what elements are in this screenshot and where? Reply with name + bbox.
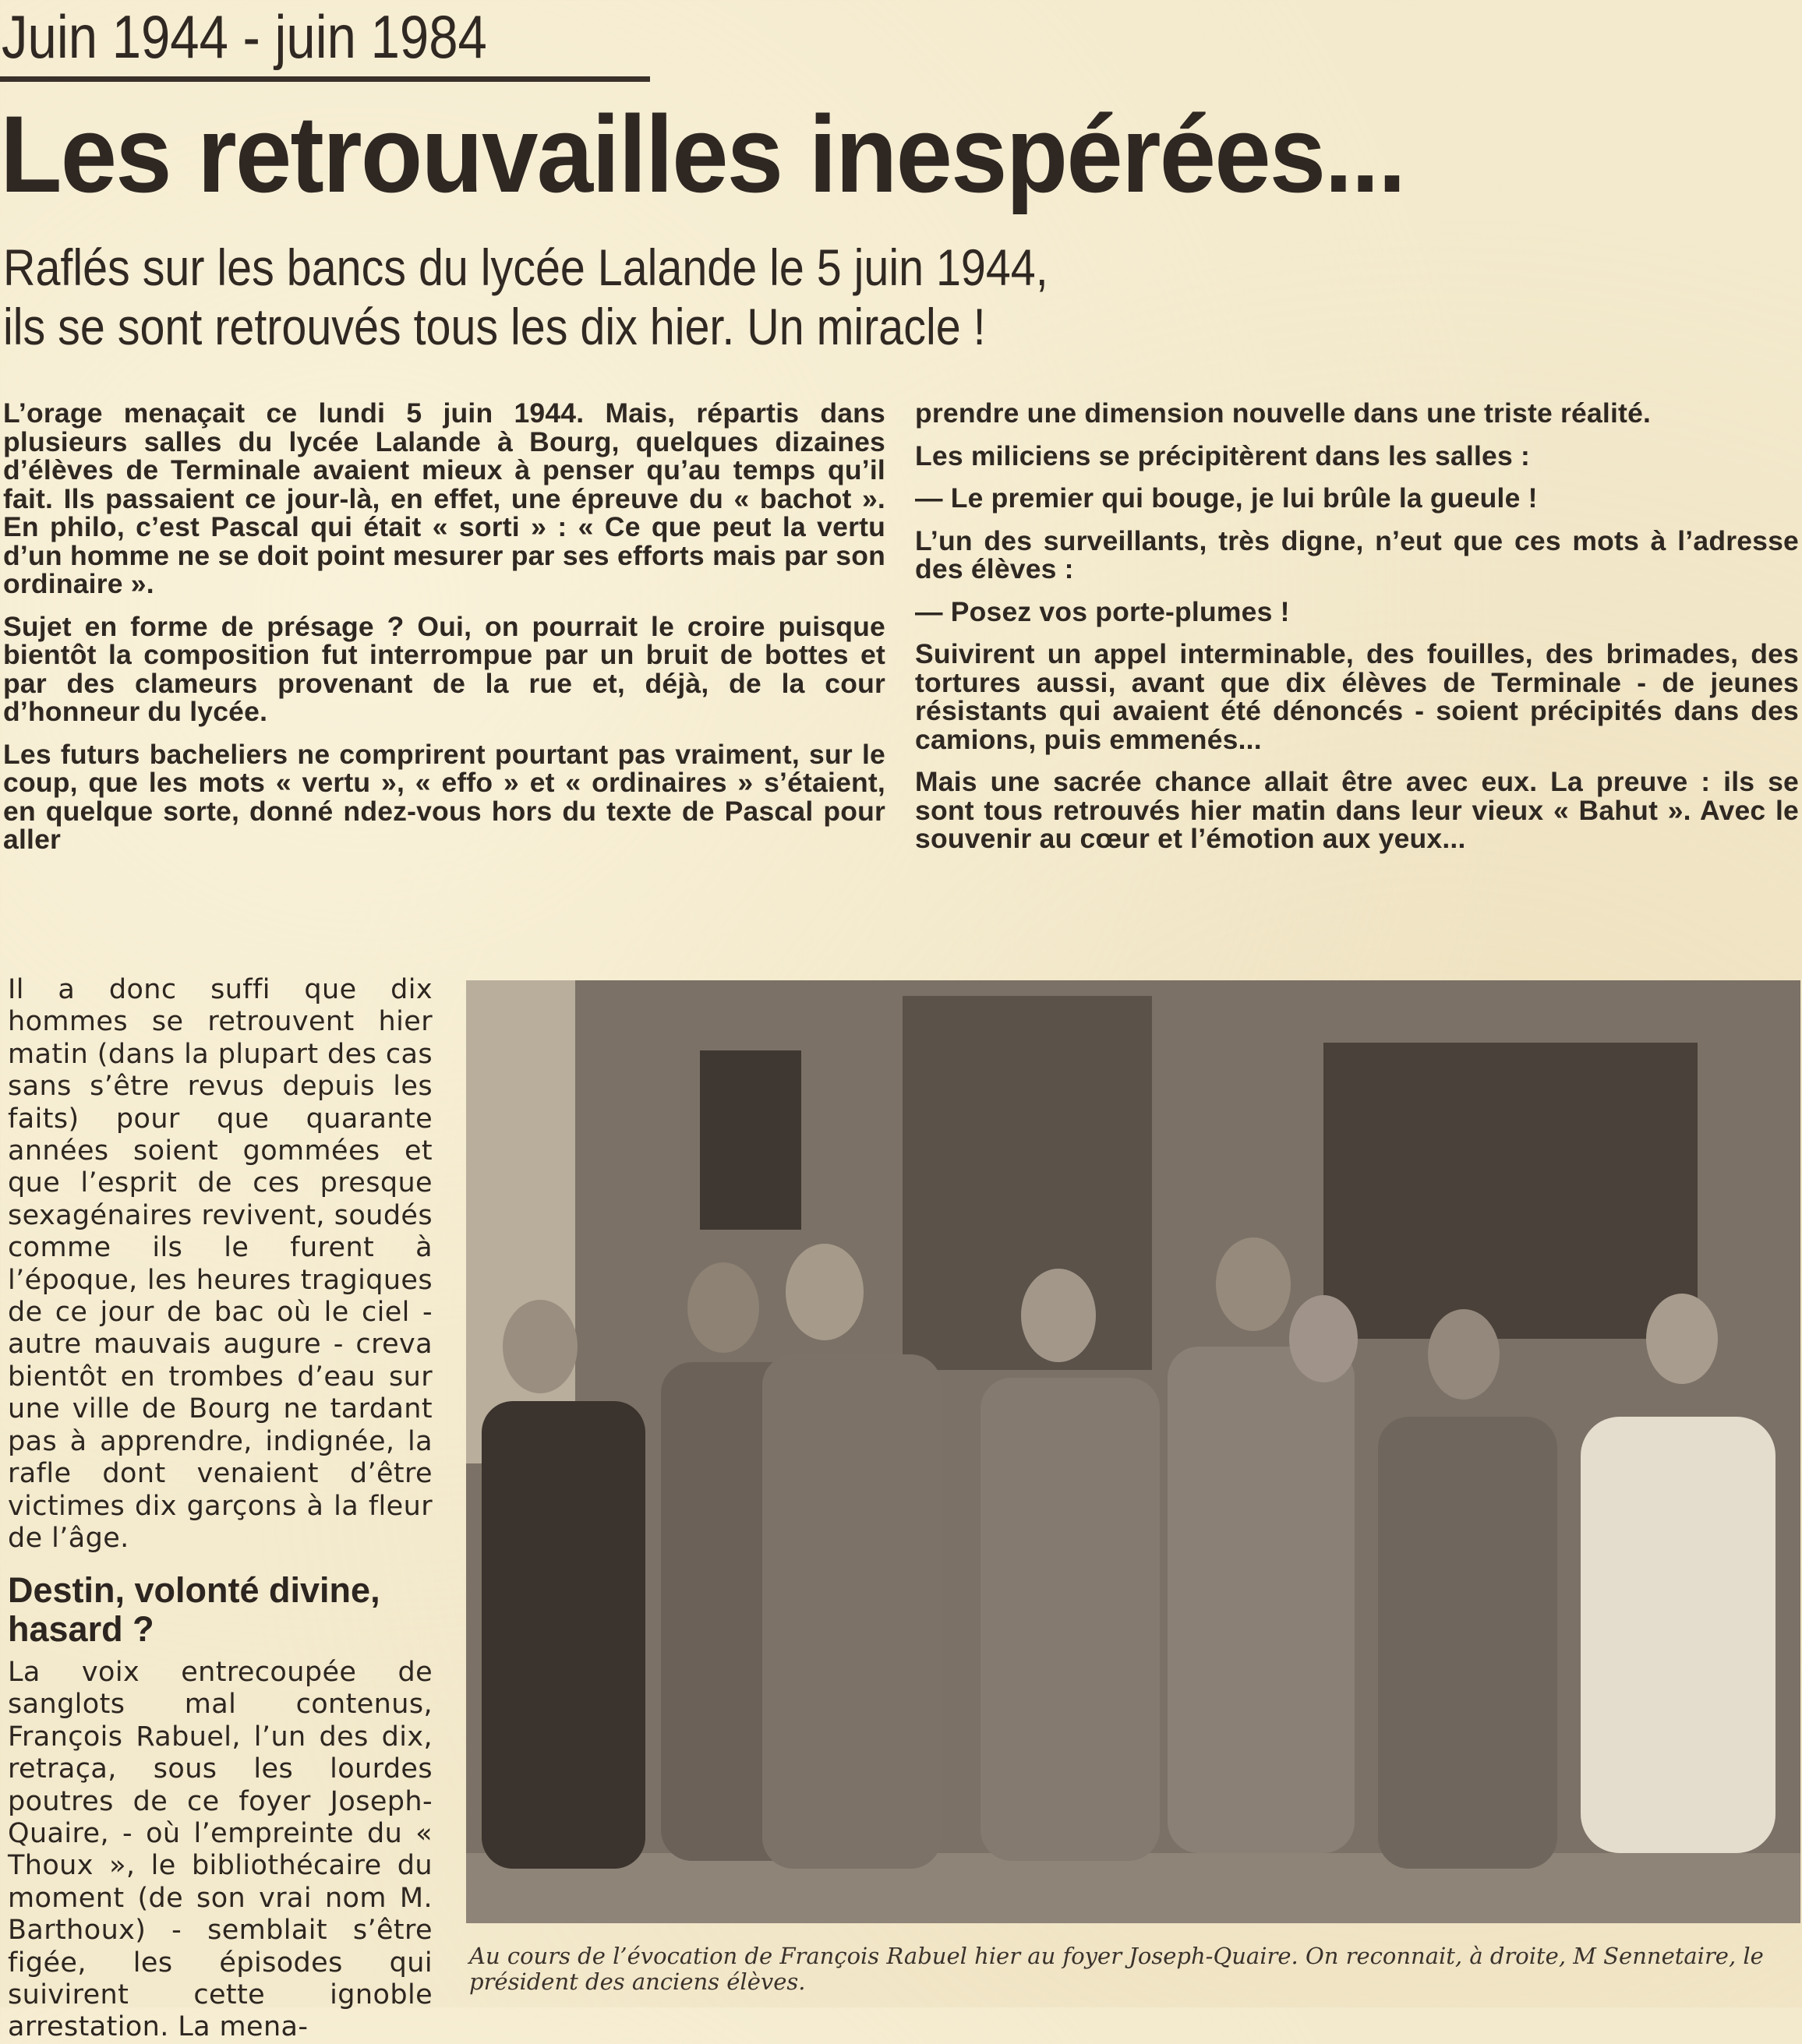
photo-floor	[466, 1853, 1800, 1923]
intro-paragraph: L’un des surveillants, très digne, n’eut que ces mots à l’adresse des élèves :	[915, 524, 1799, 584]
quote-line: — Posez vos porte-plumes !	[915, 595, 1290, 627]
body-column-bottom	[8, 1657, 433, 2044]
photo-painting	[700, 1050, 801, 1230]
deck-line: ils se sont retrouvés tous les dix hier. Un miracle !	[3, 298, 986, 355]
intro-paragraph: prendre une dimension nouvelle dans une triste réalité.	[915, 397, 1652, 429]
intro-column-right	[915, 399, 1799, 867]
photo-illustration	[466, 980, 1800, 1923]
body-paragraph: Il a donc suffi que dix hommes se retrouvent hier matin (dans la plupart des cas sans s’être revus depuis les faits) pour que quarante années soient gommées et que l’esprit de ces presque sexagénaires revivent, soudés comme ils le furent à l’époque, les heures tragiques de ce jour de bac où le ciel - autre mauvais augure - creva bientôt en trombes d’eau sur une ville de Bourg ne tardant pas à apprendre, indignée, la rafle dont venaient d’être victimes dix garçons à la fleur de l’âge.	[8, 974, 433, 1554]
body-column-top	[8, 974, 433, 1555]
section-subhead: Destin, volonté divine, hasard ?	[8, 1570, 380, 1649]
news-photo-group-of-men	[466, 980, 1800, 1923]
intro-paragraph: Suivirent un appel interminable, des fouilles, des brimades, des tortures aussi, avant que dix élèves de Terminale - de jeunes résistants qui avaient été dénoncés - soient précipités dans des camions, puis emmenés...	[915, 638, 1799, 755]
intro-column-left	[3, 399, 885, 868]
quote-line: — Le premier qui bouge, je lui brûle la gueule !	[915, 482, 1538, 514]
intro-paragraph: L’orage menaçait ce lundi 5 juin 1944. Mais, répartis dans plusieurs salles du lycée Lalande à Bourg, quelques dizaines d’élèves de Terminale avaient mieux à penser qu’au temps qu’il fait. Ils passaient ce jour-là, en effet, une épreuve du « bachot ». En philo, c’est Pascal qui était « sorti » : « Ce que peut la vertu d’un homme ne se doit point mesurer par ses efforts mais par son ordinaire ».	[3, 397, 885, 599]
photo-tapestry	[1323, 1043, 1698, 1339]
kicker-dateline: Juin 1944 - juin 1984	[2, 2, 487, 71]
intro-paragraph: Les futurs bacheliers ne comprirent pourtant pas vraiment, sur le coup, que les mots « vertu », « effo » et « ordinaires » s’étaient, en quelque sorte, donné ndez-vous hors du texte de Pascal pour aller	[3, 738, 885, 855]
photo-window-light	[466, 980, 575, 1463]
body-paragraph: La voix entrecoupée de sanglots mal contenus, François Rabuel, l’un des dix, retraça, sous les lourdes poutres de ce foyer Joseph-Quaire, - où l’empreinte du « Thoux », le bibliothécaire du moment (de son vrai nom M. Barthoux) - semblait s’être figée, les épisodes qui suivirent cette ignoble arrestation. La mena-	[8, 1657, 433, 2043]
intro-paragraph: Mais une sacrée chance allait être avec eux. La preuve : ils se sont tous retrouvés hier matin dans leur vieux « Bahut ». Avec le souvenir au cœur et l’émotion aux yeux...	[915, 766, 1799, 854]
intro-paragraph: Sujet en forme de présage ? Oui, on pourrait le croire puisque bientôt la composition fut interrompue par un bruit de bottes et par des clameurs provenant de la rue et, déjà, de la cour d’honneur du lycée.	[3, 610, 885, 727]
headline: Les retrouvailles inespérées...	[0, 93, 1405, 215]
deck-subtitle	[3, 238, 1048, 356]
deck-line: Raflés sur les bancs du lycée Lalande le 5 juin 1944,	[3, 238, 1048, 296]
photo-caption: Au cours de l’évocation de François Rabuel hier au foyer Joseph-Quaire. On reconnait, à droite, M Sennetaire, le président des anciens élèves.	[469, 1943, 1764, 1995]
intro-paragraph: Les miliciens se précipitèrent dans les salles :	[915, 440, 1530, 471]
kicker-underline-rule	[0, 76, 650, 82]
